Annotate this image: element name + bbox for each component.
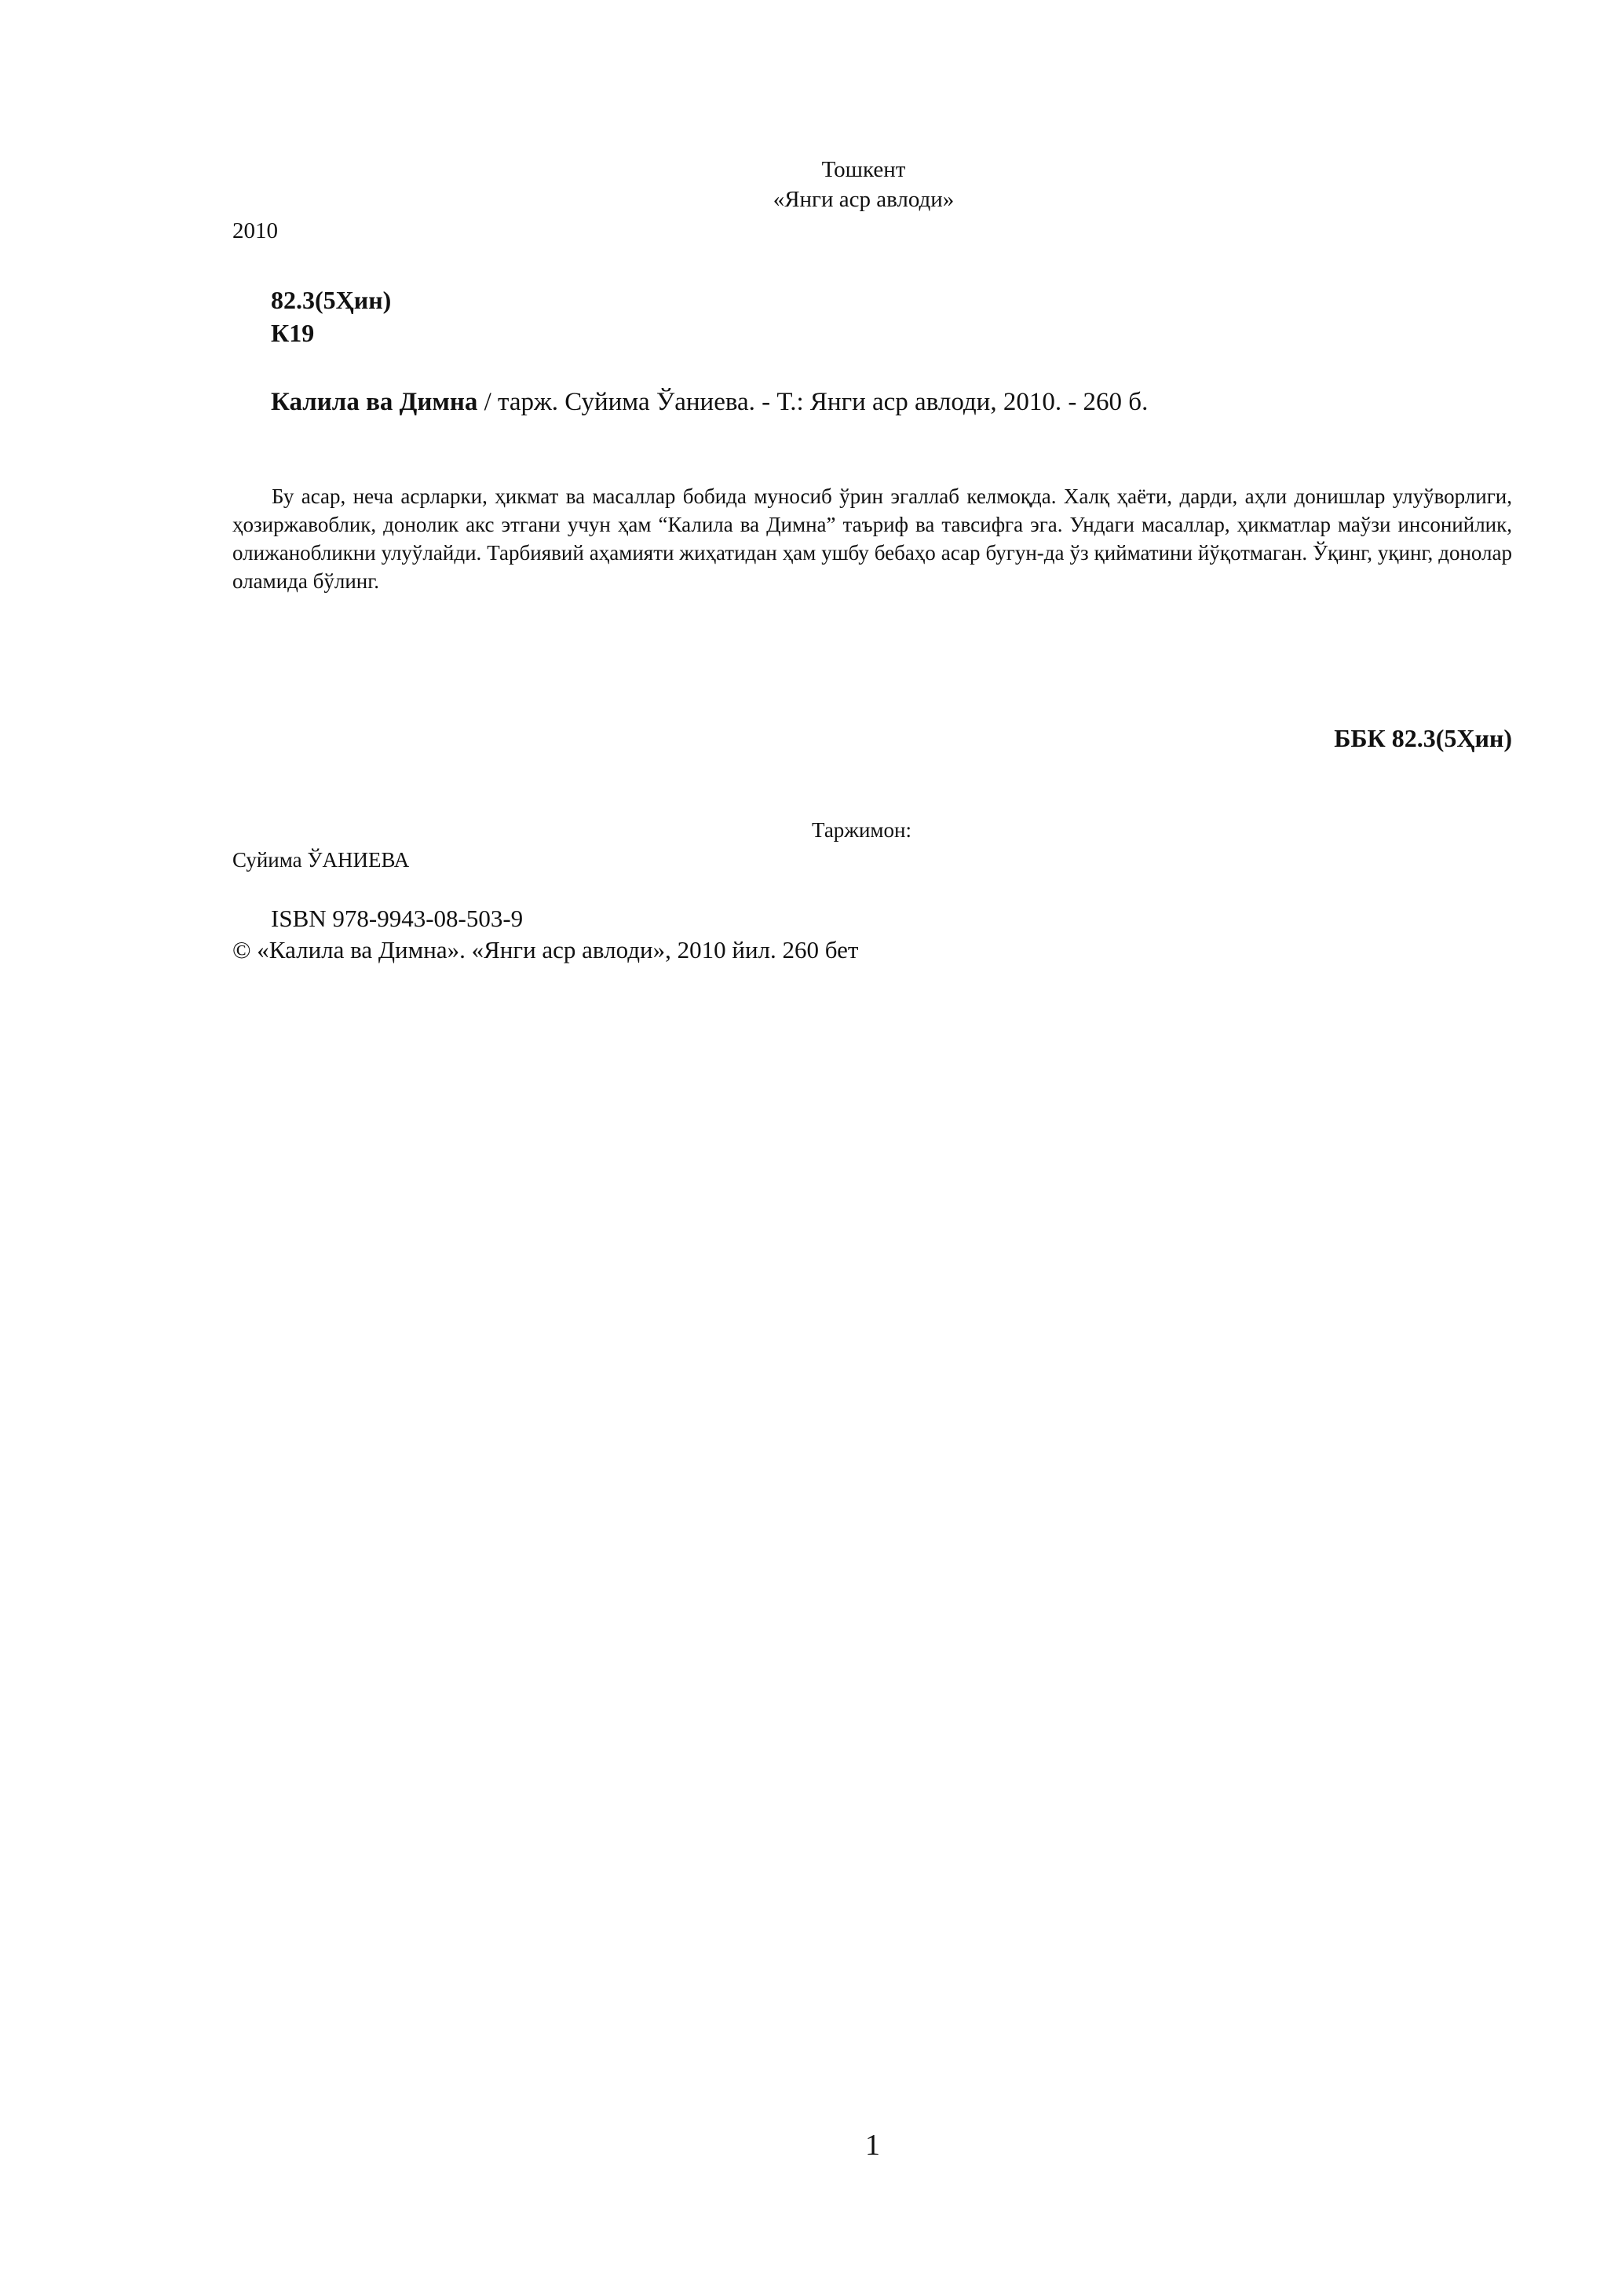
publication-year: 2010 bbox=[232, 218, 278, 243]
book-title: Калила ва Димна bbox=[271, 388, 478, 416]
udc-code: 82.3(5Ҳин) bbox=[271, 286, 392, 314]
author-mark: К19 bbox=[271, 319, 315, 347]
page-number: 1 bbox=[865, 2129, 880, 2162]
bbk-code: ББК 82.3(5Ҳин) bbox=[1334, 724, 1512, 752]
publisher-name: «Янги аср авлоди» bbox=[773, 187, 955, 212]
copyright-notice: © «Калила ва Димна». «Янги аср авлоди», 2010 йил. 260 бет bbox=[232, 936, 859, 963]
book-annotation: Бу асар, неча асрларки, ҳикмат ва масаллар бобида муносиб ўрин эгаллаб келмоқда. Халқ ҳаёти, дарди, аҳли донишлар улуўворлиги, ҳозиржавоблик, донолик акс этгани учун ҳам “Калила ва Димна” таъриф ва тавсифга эга. Ундаги масаллар, ҳикматлар маўзи инсонийлик, олижанобликни улуўлайди. Тарбиявий аҳамияти жиҳатидан ҳам ушбу бебаҳо асар бугун-да ўз қийматини йўқотмаган. Ўқинг, уқинг, донолар оламида бўлинг. bbox=[232, 484, 1512, 593]
translator-name: Суйима ЎАНИЕВА bbox=[232, 848, 410, 872]
isbn: ISBN 978-9943-08-503-9 bbox=[271, 905, 524, 932]
translator-label: Таржимон: bbox=[812, 818, 911, 842]
bibliographic-record bbox=[271, 388, 1148, 417]
bibliographic-details: / тарж. Суйима Ўаниева. - Т.: Янги аср авлоди, 2010. - 260 б. bbox=[477, 388, 1149, 416]
publication-city: Тошкент bbox=[821, 157, 906, 182]
